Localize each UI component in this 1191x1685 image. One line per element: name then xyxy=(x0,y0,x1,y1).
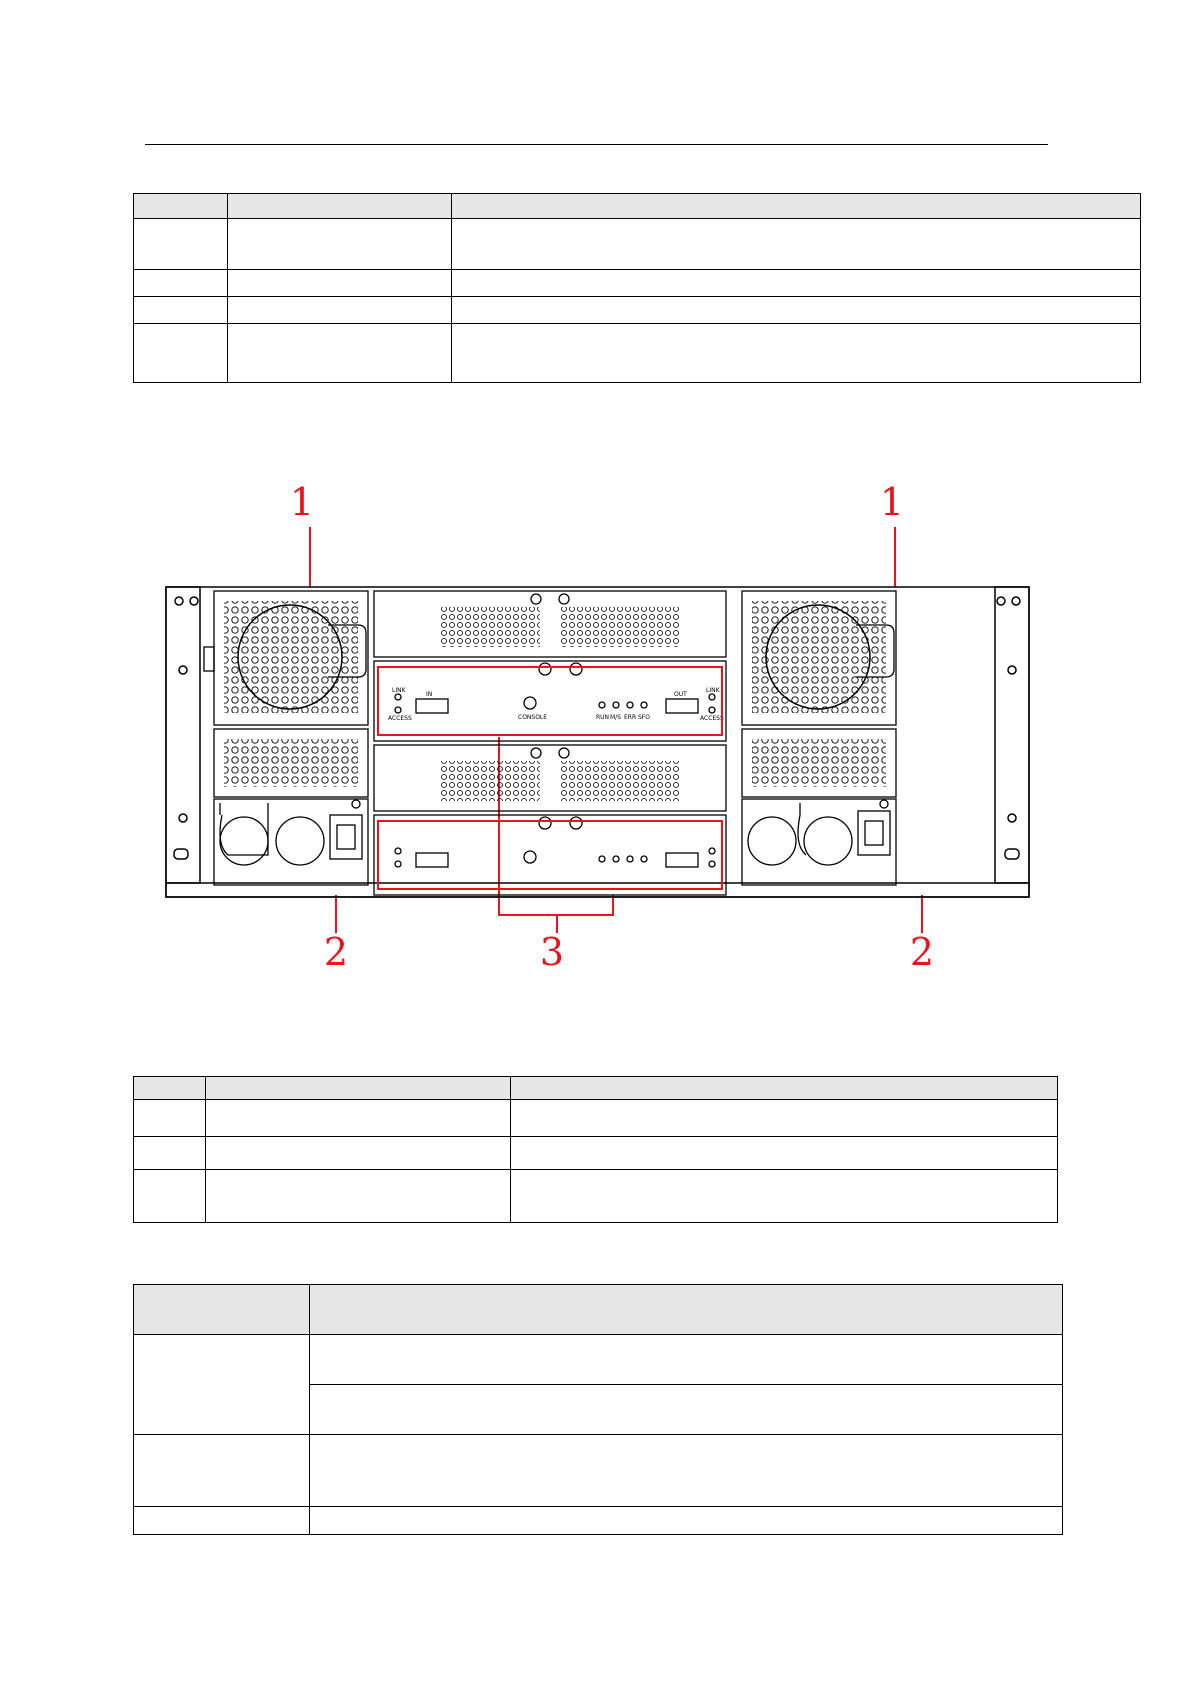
controller-highlight-lower xyxy=(378,821,722,889)
label-link-right: LINK xyxy=(706,687,720,694)
label-err: ERR xyxy=(624,714,637,721)
leader-lines xyxy=(310,527,922,933)
fan-module-right xyxy=(742,591,896,725)
spec-table-2 xyxy=(133,1076,1058,1223)
label-out: OUT xyxy=(674,691,687,698)
table-row xyxy=(134,1170,1058,1223)
table-header-row xyxy=(134,194,1141,219)
table-row xyxy=(134,1507,1063,1535)
power-supply-left xyxy=(214,799,368,885)
label-run: RUN xyxy=(596,714,610,721)
label-link: LINK xyxy=(392,687,406,694)
spec-table-1 xyxy=(133,193,1141,383)
table-header-row xyxy=(134,1077,1058,1100)
table-row xyxy=(134,270,1141,297)
label-console: CONSOLE xyxy=(518,714,548,721)
label-access: ACCESS xyxy=(388,715,412,722)
table-row xyxy=(134,324,1141,383)
callout-fan-left: 1 xyxy=(289,485,315,524)
callout-psu-left: 2 xyxy=(323,930,349,974)
controller-highlight-upper xyxy=(378,667,722,735)
label-sfo: SFO xyxy=(638,714,650,721)
table-header-row xyxy=(134,1285,1063,1335)
power-supply-right xyxy=(742,799,896,885)
table-row xyxy=(134,1137,1058,1170)
drive-module-lower xyxy=(374,745,726,811)
label-access-right: ACCESS xyxy=(700,715,724,722)
table-row xyxy=(134,1335,1063,1385)
callout-psu-right: 2 xyxy=(909,930,935,974)
spec-table-3 xyxy=(133,1284,1063,1535)
drive-module-upper xyxy=(374,591,726,657)
rear-panel-figure xyxy=(160,485,1040,975)
label-ms: M/S xyxy=(610,714,622,721)
label-in: IN xyxy=(426,691,433,698)
table-row xyxy=(134,297,1141,324)
table-row xyxy=(134,1435,1063,1507)
page-header-rule xyxy=(145,144,1048,145)
callout-fan-right: 1 xyxy=(879,485,905,524)
grille-right-lower xyxy=(742,729,896,797)
controller-module-upper xyxy=(374,661,726,741)
fan-module-left xyxy=(204,591,368,725)
table-row xyxy=(134,1100,1058,1137)
table-row xyxy=(134,219,1141,270)
grille-left-lower xyxy=(214,729,368,797)
callout-controller: 3 xyxy=(539,930,565,974)
